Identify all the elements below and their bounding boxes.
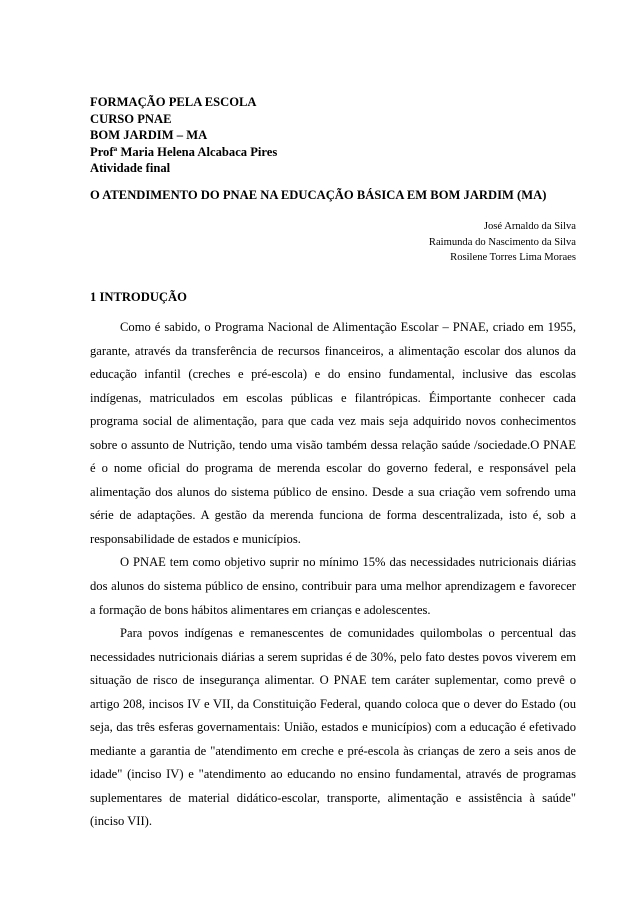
header-line-teacher: Profª Maria Helena Alcabaca Pires [90,144,278,159]
header-line-course: CURSO PNAE [90,111,172,126]
document-title: O ATENDIMENTO DO PNAE NA EDUCAÇÃO BÁSICA EM BOM JARDIM (MA) [90,188,547,202]
author-name: Rosilene Torres Lima Moraes [450,252,576,264]
authors-list [429,219,576,266]
author-name: Raimunda do Nascimento da Silva [428,236,576,248]
body-paragraph: Para povos indígenas e remanescentes de comunidades quilombolas o percentual das necessidades nutricionais diárias a serem supridas é de 30%, pelo fato destes povos viverem em situação de risco de insegurança alimentar. O PNAE tem caráter suplementar, como prevê o artigo 208, incisos IV e VII, da Constituição Federal, quando coloca que o dever do Estado (ou seja, das três esferas governamentais: União, estados e municípios) com a educação é efetivado mediante a garantia de "atendimento em creche e pré-escola às crianças de zero a seis anos de idade" (inciso IV) e "atendimento ao educando no ensino fundamental, através de programas suplementares de material didático-escolar, transporte, alimentação e assistência à saúde" (inciso VII). [90,626,576,829]
header-line-school: FORMAÇÃO PELA ESCOLA [90,95,257,109]
body-paragraph: O PNAE tem como objetivo suprir no mínimo 15% das necessidades nutricionais diárias dos alunos do sistema público de ensino, contribuir para uma melhor aprendizagem e favorecer a formação de bons hábitos alimentares em crianças e adolescentes. [90,555,576,617]
section-body [90,316,576,834]
body-paragraph: Como é sabido, o Programa Nacional de Alimentação Escolar – PNAE, criado em 1955, garante, através da transferência de recursos financeiros, a alimentação escolar dos alunos da educação infantil (creches e pré-escola) e do ensino fundamental, inclusive das escolas indígenas, matriculados em escolas públicas e filantrópicas. Éimportante conhecer cada programa social de alimentação, para que cada vez mais seja adquirido novos conhecimentos sobre o assunto de Nutrição, tendo uma visão também dessa relação saúde /sociedade.O PNAE é o nome oficial do programa de merenda escolar do governo federal, e responsável pela alimentação dos alunos do sistema público de ensino. Desde a sua criação vem sofrendo uma série de adaptações. A gestão da merenda funciona de forma descentralizada, isto é, sob a responsabilidade de estados e municípios. [90,320,576,546]
author-name: José Arnaldo da Silva [483,221,576,232]
header-line-city: BOM JARDIM – MA [90,128,208,143]
course-header [90,94,277,177]
header-line-activity: Atividade final [90,161,171,176]
section-heading: 1 INTRODUÇÃO [90,290,187,304]
